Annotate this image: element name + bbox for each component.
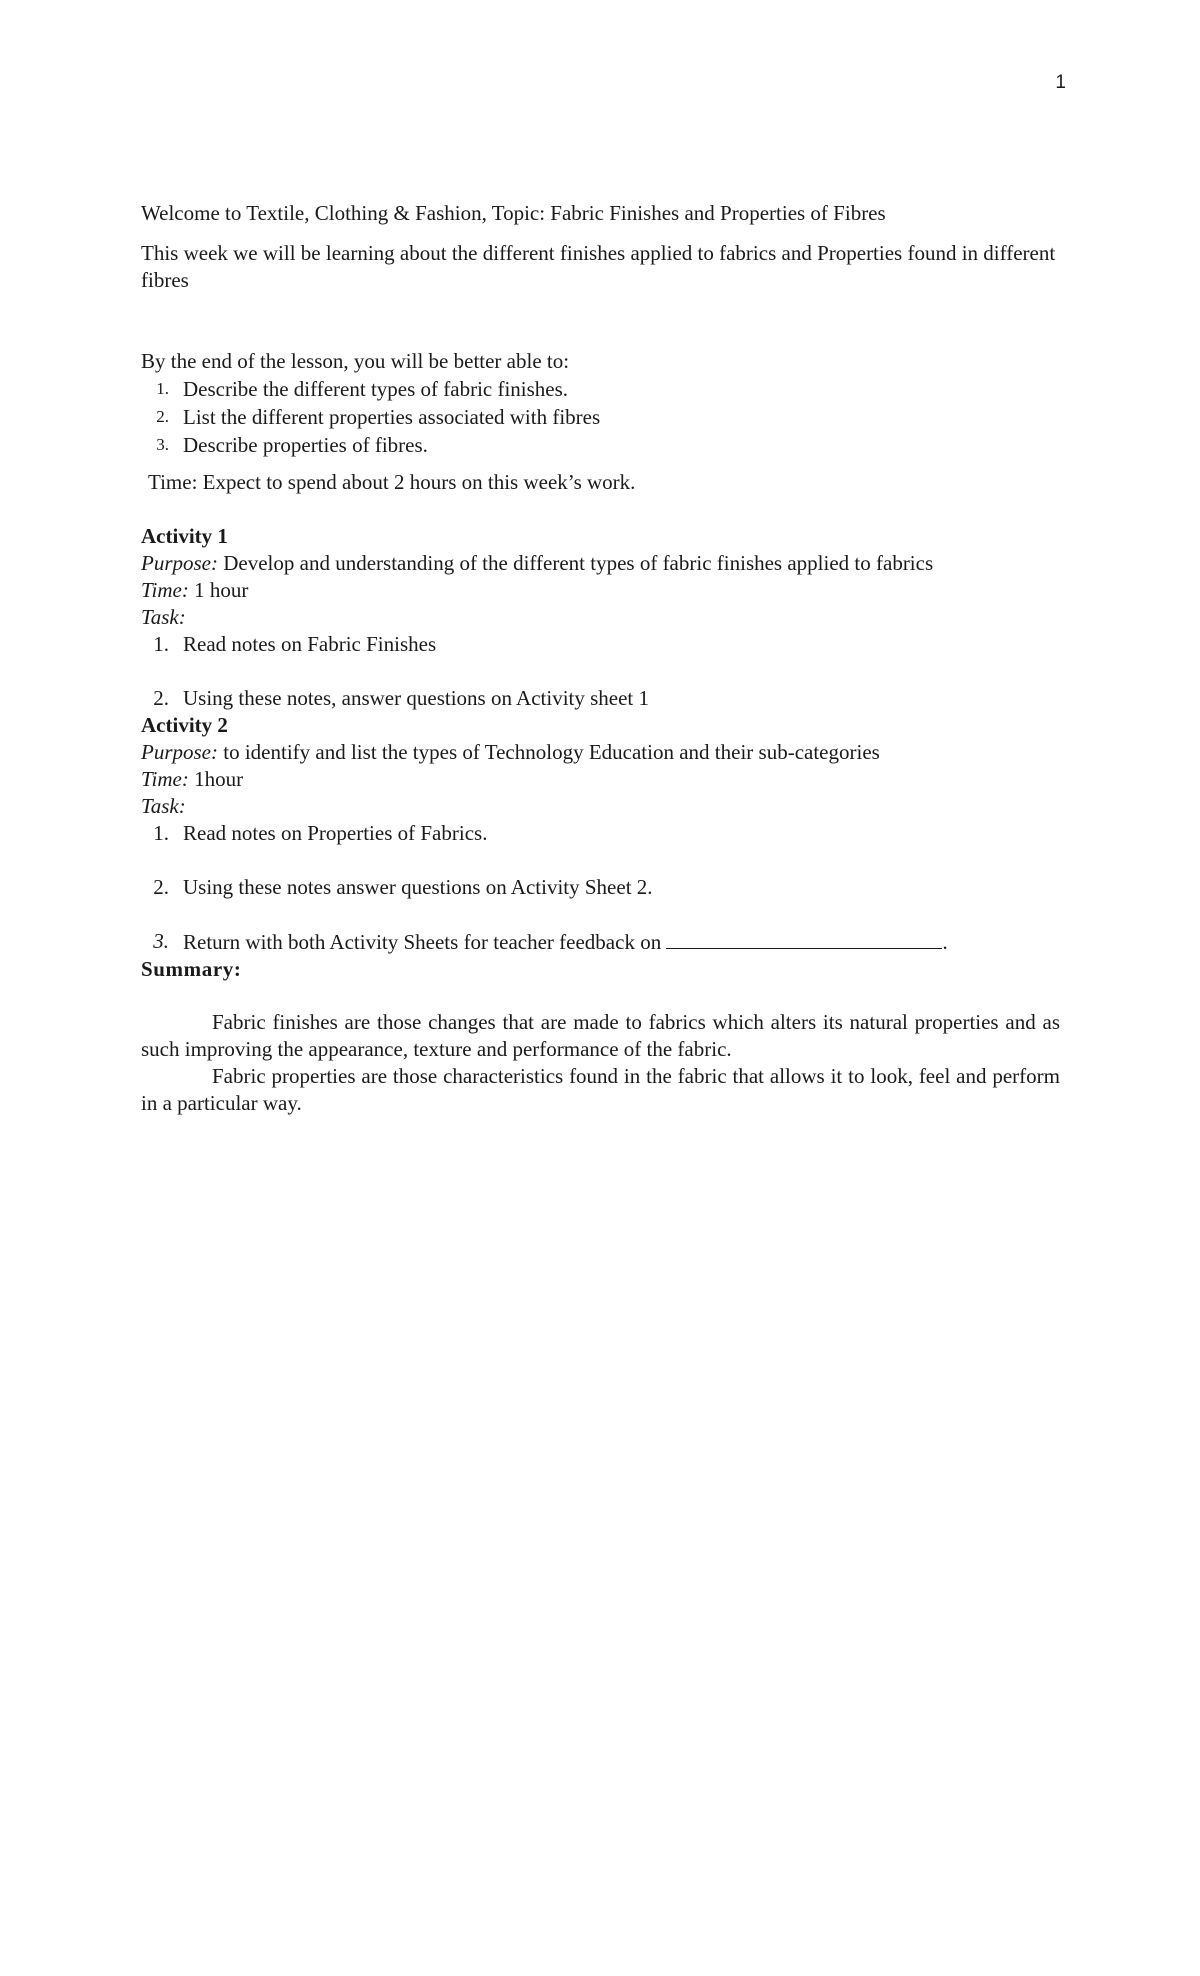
purpose-label: Purpose: — [141, 740, 218, 764]
summary-paragraph: Fabric properties are those characteristics found in the fabric that allows it to look, feel and perform in a particular way. — [141, 1064, 1060, 1115]
purpose-text: Develop and understanding of the different types of fabric finishes applied to fabrics — [218, 551, 934, 575]
task-number: 3. — [153, 929, 169, 953]
objectives-list — [141, 375, 1060, 459]
activity-1-task-list — [141, 631, 1060, 712]
summary-paragraph: Fabric finishes are those changes that are made to fabrics which alters its natural properties and as such improving the appearance, texture and performance of the fabric. — [141, 1010, 1060, 1061]
task-item — [141, 874, 1060, 901]
task-number: 1. — [153, 632, 169, 656]
feedback-date-blank — [666, 928, 942, 949]
task-text: Read notes on Properties of Fabrics. — [183, 821, 488, 845]
objective-item — [141, 375, 1060, 403]
task-text — [183, 928, 948, 956]
task-item — [141, 928, 1060, 956]
task-item — [141, 631, 1060, 658]
task-text-suffix: . — [942, 930, 948, 954]
objective-text: Describe properties of fibres. — [183, 433, 428, 457]
objective-number: 3. — [156, 435, 169, 454]
page-number: 1 — [1055, 72, 1066, 93]
task-item — [141, 820, 1060, 847]
activity-1-title: Activity 1 — [141, 524, 228, 548]
objective-item — [141, 403, 1060, 431]
purpose-label: Purpose: — [141, 551, 218, 575]
objective-item — [141, 431, 1060, 459]
time-text: 1 hour — [188, 578, 249, 602]
objectives-lead: By the end of the lesson, you will be better able to: — [141, 349, 570, 373]
purpose-text: to identify and list the types of Technology Education and their sub-categories — [218, 740, 880, 764]
task-item — [141, 685, 1060, 712]
activity-2-task-label: Task: — [141, 794, 186, 818]
activity-2-task-list — [141, 820, 1060, 956]
task-text: Using these notes answer questions on Activity Sheet 2. — [183, 875, 653, 899]
document-body — [141, 200, 1060, 1117]
activity-1-task-label: Task: — [141, 605, 186, 629]
task-text: Using these notes, answer questions on Activity sheet 1 — [183, 686, 650, 710]
objective-number: 2. — [156, 407, 169, 426]
objective-text: List the different properties associated with fibres — [183, 405, 601, 429]
activity-2-time — [141, 766, 1060, 793]
activity-2-title: Activity 2 — [141, 713, 228, 737]
time-label: Time: — [141, 578, 189, 602]
activity-1-time — [141, 577, 1060, 604]
summary-title: Summary: — [141, 957, 242, 981]
task-text-main: Return with both Activity Sheets for teacher feedback on — [183, 930, 667, 954]
objective-number: 1. — [156, 379, 169, 398]
activity-2-purpose — [141, 739, 1060, 766]
activity-1-purpose — [141, 550, 1060, 577]
time-label: Time: — [141, 767, 189, 791]
task-number: 2. — [153, 875, 169, 899]
objective-text: Describe the different types of fabric finishes. — [183, 377, 569, 401]
welcome-line: Welcome to Textile, Clothing & Fashion, Topic: Fabric Finishes and Properties of Fibres — [141, 201, 886, 225]
this-week-paragraph: This week we will be learning about the different finishes applied to fabrics and Properties found in different fibres — [141, 241, 1056, 292]
total-time-line: Time: Expect to spend about 2 hours on this week’s work. — [148, 470, 636, 494]
time-text: 1hour — [188, 767, 244, 791]
task-text: Read notes on Fabric Finishes — [183, 632, 437, 656]
task-number: 1. — [153, 821, 169, 845]
task-number: 2. — [153, 686, 169, 710]
